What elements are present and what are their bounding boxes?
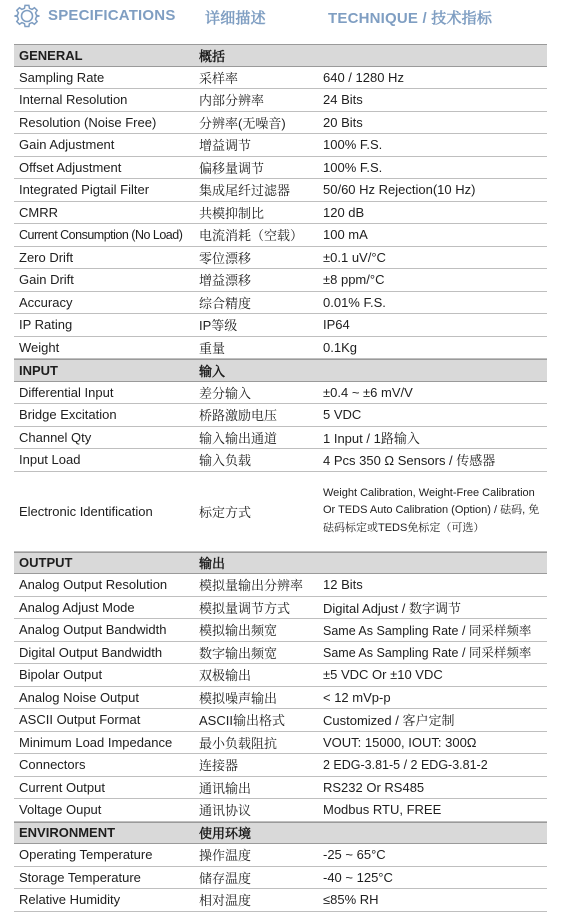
spec-name-en: CMRR [19, 204, 58, 220]
table-row [14, 664, 547, 687]
table-row [14, 844, 547, 867]
spec-value: VOUT: 15000, IOUT: 300Ω [323, 734, 477, 750]
spec-name-cn: 模拟量调节方式 [199, 600, 291, 616]
table-row [14, 382, 547, 405]
spec-value: 640 / 1280 Hz [323, 69, 404, 85]
section-title-cn: 使用环境 [199, 826, 252, 842]
table-row [14, 687, 547, 710]
spec-name-en: Internal Resolution [19, 92, 128, 108]
spec-name-cn: 标定方式 [199, 504, 252, 520]
table-row [14, 314, 547, 337]
spec-name-en: IP Rating [19, 317, 73, 333]
spec-value: Modbus RTU, FREE [323, 802, 442, 818]
spec-value: -40 ~ 125°C [323, 869, 393, 885]
spec-value: 1 Input / 1路输入 [323, 430, 420, 446]
spec-value: Same As Sampling Rate / 同采样频率 [323, 646, 532, 661]
spec-name-en: Sampling Rate [19, 69, 105, 85]
spec-name-cn: 电流消耗（空载） [199, 228, 304, 244]
table-row [14, 427, 547, 450]
spec-name-cn: 集成尾纤过滤器 [199, 183, 291, 199]
spec-name-en: Bridge Excitation [19, 407, 117, 423]
spec-value: 100% F.S. [323, 137, 383, 153]
spec-name-en: Accuracy [19, 294, 73, 310]
table-row [14, 642, 547, 665]
spec-name-en: Analog Output Resolution [19, 577, 168, 593]
spec-name-cn: 模拟噪声输出 [199, 690, 278, 706]
spec-name-cn: 综合精度 [199, 295, 252, 311]
table-row [14, 619, 547, 642]
spec-name-cn: 差分输入 [199, 385, 252, 401]
spec-name-cn: 增益调节 [199, 138, 252, 154]
table-row [14, 449, 547, 472]
spec-name-cn: 操作温度 [199, 848, 252, 864]
spec-value: ±8 ppm/°C [323, 272, 385, 288]
table-row [14, 597, 547, 620]
table-row [14, 247, 547, 270]
spec-name-en: Integrated Pigtail Filter [19, 182, 150, 198]
spec-name-en: Electronic Identification [19, 503, 153, 519]
table-row [14, 799, 547, 822]
spec-name-cn: 储存温度 [199, 870, 252, 886]
table-row [14, 709, 547, 732]
table-row [14, 112, 547, 135]
spec-value: 2 EDG-3.81-5 / 2 EDG-3.81-2 [323, 757, 488, 772]
spec-value: 100 mA [323, 227, 368, 243]
header-technique: TECHNIQUE / 技术指标 [328, 10, 493, 27]
spec-name-cn: 通讯输出 [199, 780, 252, 796]
spec-name-cn: IP等级 [199, 318, 238, 334]
spec-name-en: Input Load [19, 452, 81, 468]
section-title-en: INPUT [19, 362, 58, 378]
spec-name-en: Analog Noise Output [19, 689, 139, 705]
spec-name-cn: 数字输出频宽 [199, 645, 278, 661]
spec-name-en: Bipolar Output [19, 667, 103, 683]
spec-name-en: Digital Output Bandwidth [19, 644, 163, 660]
spec-value: ±0.4 ~ ±6 mV/V [323, 384, 413, 400]
spec-name-en: ASCII Output Format [19, 712, 141, 728]
section-title-cn: 输入 [199, 363, 226, 379]
spec-value: 12 Bits [323, 577, 363, 593]
table-row [14, 89, 547, 112]
section-header-environment [14, 822, 547, 845]
spec-name-en: Relative Humidity [19, 892, 121, 908]
spec-value: RS232 Or RS485 [323, 779, 425, 795]
spec-name-cn: 零位漂移 [199, 250, 252, 266]
section-title-en: ENVIRONMENT [19, 825, 116, 841]
table-row [14, 67, 547, 90]
spec-name-en: Analog Adjust Mode [19, 599, 135, 615]
spec-value: 50/60 Hz Rejection(10 Hz) [323, 182, 476, 198]
section-title-en: OUTPUT [19, 555, 73, 571]
spec-name-cn: 输入负载 [199, 453, 252, 469]
spec-value: Customized / 客户定制 [323, 713, 455, 729]
table-row [14, 157, 547, 180]
spec-name-en: Differential Input [19, 384, 114, 400]
spec-name-en: Offset Adjustment [19, 159, 122, 175]
spec-value: ±5 VDC Or ±10 VDC [323, 667, 443, 683]
table-row [14, 337, 547, 360]
spec-name-cn: 偏移量调节 [199, 160, 265, 176]
table-row [14, 777, 547, 800]
table-row [14, 404, 547, 427]
spec-name-cn: 共模抑制比 [199, 205, 265, 221]
spec-value: 0.1Kg [323, 339, 357, 355]
spec-name-cn: 连接器 [199, 758, 239, 774]
spec-name-cn: 增益漂移 [199, 273, 252, 289]
spec-name-en: Current Output [19, 779, 105, 795]
spec-table [14, 44, 547, 912]
table-row [14, 269, 547, 292]
spec-value: Weight Calibration, Weight-Free Calibration Or TEDS Auto Calibration (Option) / 砝码, 免砝码标定或TEDS免标定（可选） [323, 486, 540, 534]
gear-icon [14, 3, 40, 29]
spec-value: Same As Sampling Rate / 同采样频率 [323, 623, 532, 638]
spec-value: 0.01% F.S. [323, 294, 386, 310]
spec-name-cn: 通讯协议 [199, 803, 252, 819]
section-title-cn: 输出 [199, 556, 226, 572]
section-header-output [14, 552, 547, 575]
table-row [14, 754, 547, 777]
table-row [14, 867, 547, 890]
spec-name-en: Current Consumption (No Load) [19, 227, 183, 242]
spec-name-cn: 重量 [199, 340, 226, 356]
spec-value: < 12 mVp-p [323, 689, 391, 705]
spec-value: 100% F.S. [323, 159, 383, 175]
spec-name-cn: ASCII输出格式 [199, 713, 285, 729]
table-row [14, 224, 547, 247]
spec-name-cn: 内部分辨率 [199, 93, 265, 109]
spec-name-en: Minimum Load Impedance [19, 734, 173, 750]
spec-value: 5 VDC [323, 407, 362, 423]
header-specifications: SPECIFICATIONS [48, 7, 176, 24]
spec-name-en: Operating Temperature [19, 847, 153, 863]
spec-name-en: Storage Temperature [19, 869, 141, 885]
spec-value: ±0.1 uV/°C [323, 249, 386, 265]
spec-name-en: Resolution (Noise Free) [19, 114, 157, 130]
table-row [14, 179, 547, 202]
spec-name-cn: 分辨率(无噪音) [199, 115, 286, 131]
spec-name-cn: 采样率 [199, 70, 239, 86]
section-header-general [14, 44, 547, 67]
spec-name-en: Channel Qty [19, 429, 92, 445]
table-row [14, 889, 547, 912]
page-header [0, 0, 563, 44]
spec-name-en: Connectors [19, 757, 86, 773]
spec-name-en: Analog Output Bandwidth [19, 622, 167, 638]
spec-value: 4 Pcs 350 Ω Sensors / 传感器 [323, 453, 496, 469]
spec-name-cn: 相对温度 [199, 893, 252, 909]
spec-name-cn: 模拟输出频宽 [199, 623, 278, 639]
spec-name-en: Zero Drift [19, 249, 74, 265]
table-row [14, 472, 547, 552]
spec-value: IP64 [323, 317, 350, 333]
spec-name-cn: 最小负载阻抗 [199, 735, 278, 751]
spec-value: 120 dB [323, 204, 365, 220]
table-row [14, 292, 547, 315]
spec-name-cn: 双极输出 [199, 668, 252, 684]
spec-name-cn: 输入输出通道 [199, 430, 278, 446]
spec-value: Digital Adjust / 数字调节 [323, 600, 461, 616]
section-title-cn: 概括 [199, 48, 226, 64]
section-title-en: GENERAL [19, 47, 83, 63]
spec-name-en: Weight [19, 339, 60, 355]
table-row [14, 134, 547, 157]
spec-value: -25 ~ 65°C [323, 847, 386, 863]
spec-name-en: Voltage Ouput [19, 802, 102, 818]
spec-name-en: Gain Drift [19, 272, 74, 288]
table-row [14, 732, 547, 755]
spec-value: 24 Bits [323, 92, 363, 108]
spec-name-cn: 桥路激励电压 [199, 408, 278, 424]
spec-value: 20 Bits [323, 114, 363, 130]
table-row [14, 202, 547, 225]
header-description: 详细描述 [205, 10, 266, 27]
table-row [14, 574, 547, 597]
section-header-input [14, 359, 547, 382]
spec-name-cn: 模拟量输出分辨率 [199, 578, 304, 594]
spec-name-en: Gain Adjustment [19, 137, 115, 153]
spec-value: ≤85% RH [323, 892, 379, 908]
